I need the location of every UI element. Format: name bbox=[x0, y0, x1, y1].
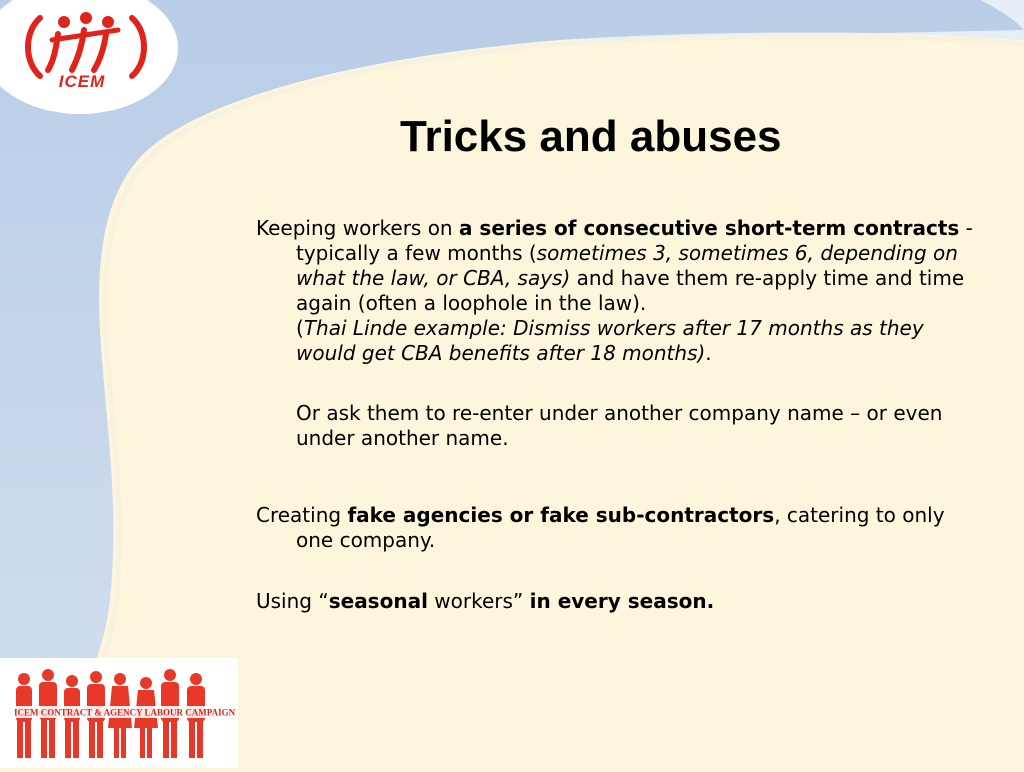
bullet-example-thai-linde: (Thai Linde example: Dismiss workers after 17 months as they would get CBA benefits after 18 months). bbox=[296, 316, 924, 365]
bullet-another-company-name: Or ask them to re-enter under another company name – or even under another name. bbox=[296, 401, 943, 450]
bullet-seasonal-workers: Using “seasonal workers” in every season. bbox=[256, 589, 715, 613]
workers-silhouettes-icon bbox=[0, 658, 238, 768]
campaign-banner-text: ICEM CONTRACT & AGENCY LABOUR CAMPAIGN bbox=[14, 707, 236, 718]
slide-body bbox=[256, 216, 986, 614]
bullet-short-term-contracts: Keeping workers on a series of consecutive short-term contracts - typically a few months (sometimes 3, sometimes 6, depending on what the law, or CBA, says) and have them re-apply time and time again (often a loophole in the law). bbox=[256, 216, 973, 315]
icem-logo-text: ICEM bbox=[58, 72, 106, 91]
slide-title: Tricks and abuses bbox=[400, 112, 782, 161]
campaign-banner bbox=[0, 658, 238, 768]
bullet-fake-agencies: Creating fake agencies or fake sub-contractors, catering to only one company. bbox=[256, 503, 945, 552]
